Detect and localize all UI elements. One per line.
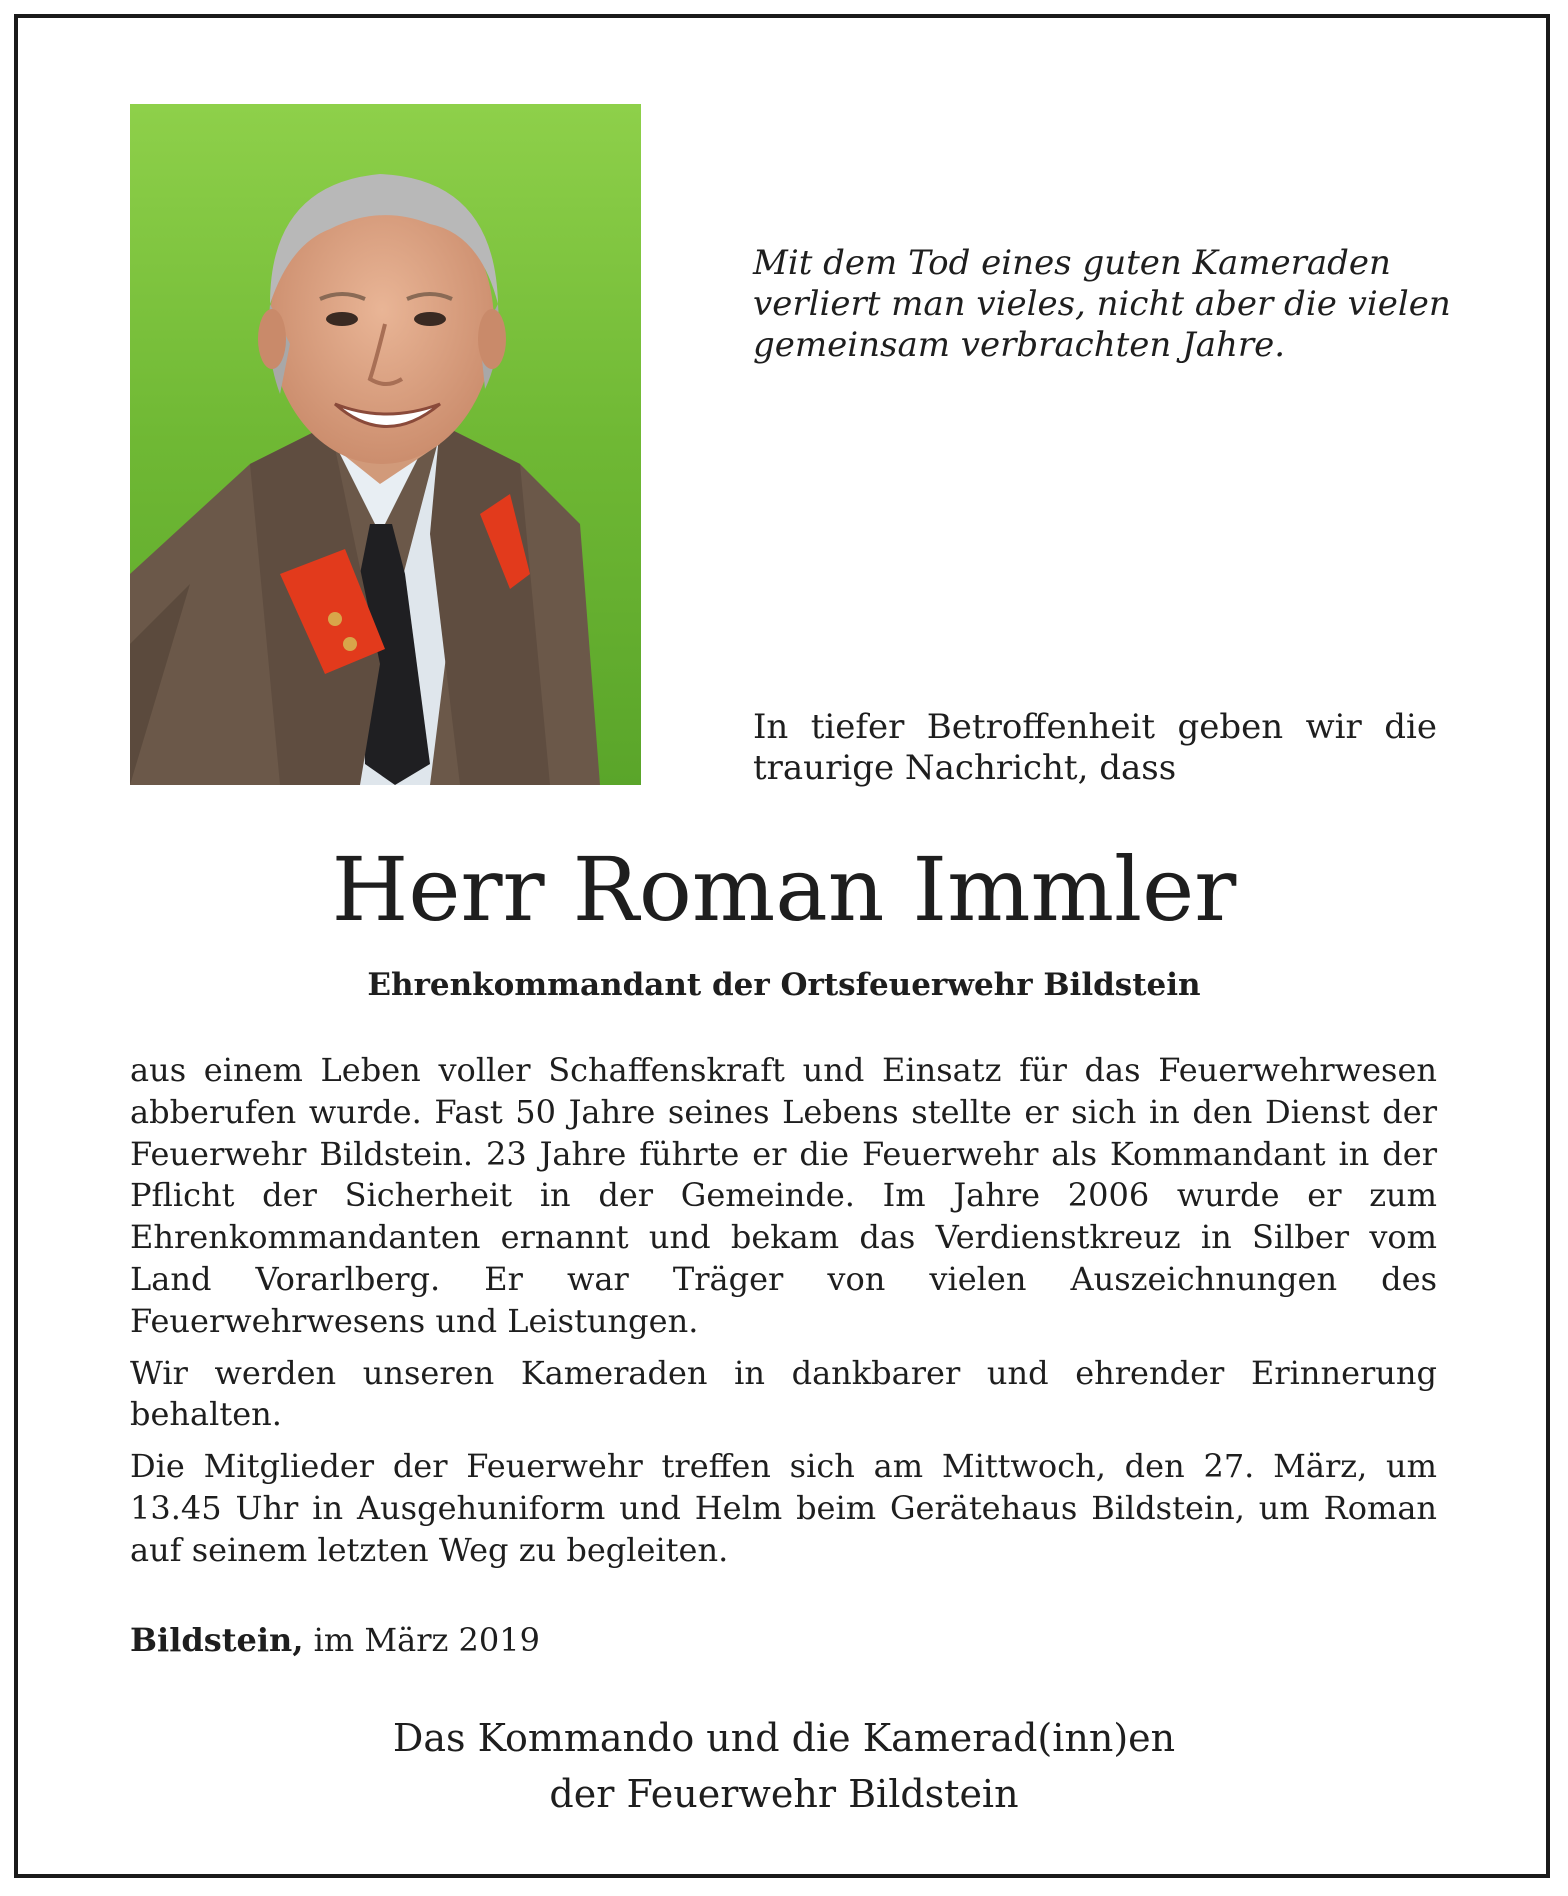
- deceased-title: Ehrenkommandant der Ortsfeuerwehr Bildstein: [367, 967, 1201, 1003]
- quote-line: Mit dem Tod eines guten Kameraden: [753, 243, 1391, 283]
- deceased-name: Herr Roman Immler: [331, 838, 1237, 941]
- announcement-intro: In tiefer Betroffenheit geben wir die traurige Nachricht, dass: [753, 707, 1437, 788]
- body-paragraph: aus einem Leben voller Schaffenskraft und Einsatz für das Feuerwehrwesen abberufen wurde. Fast 50 Jahre seines Lebens stellte er sich in den Dienst der Feuerwehr Bildstein. 23 Jahre führte er die Feuerwehr als Kommandant in der Pflicht der Sicherheit in der Gemeinde. Im Jahre 2006 wurde er zum Ehrenkommandanten ernannt und bekam das Verdienstkreuz in Silber vom Land Vorarlberg. Er war Träger von vielen Auszeichnungen des Feuerwehrwesens und Leistungen.: [130, 1051, 1437, 1340]
- portrait-photo: [130, 104, 641, 785]
- body-paragraph: Die Mitglieder der Feuerwehr treffen sich am Mittwoch, den 27. März, um 13.45 Uhr in Ausgehuniform und Helm beim Gerätehaus Bildstein, um Roman auf seinem letzten Weg zu begleiten.: [130, 1447, 1437, 1569]
- obituary-body: [130, 1050, 1437, 1582]
- quote-line: verliert man vieles, nicht aber die vielen: [753, 284, 1451, 324]
- signature: [0, 1710, 1568, 1822]
- signature-line: Das Kommando und die Kamerad(inn)en: [392, 1716, 1176, 1760]
- body-paragraph: Wir werden unseren Kameraden in dankbarer und ehrender Erinnerung behalten.: [130, 1353, 1437, 1434]
- place-date: [130, 1620, 540, 1660]
- place-town: Bildstein,: [130, 1621, 304, 1659]
- quote-line: gemeinsam verbrachten Jahre.: [753, 325, 1286, 365]
- portrait-illustration: [130, 104, 641, 785]
- place-date-text: im März 2019: [313, 1621, 540, 1659]
- signature-line: der Feuerwehr Bildstein: [549, 1772, 1019, 1816]
- memorial-quote: [753, 243, 1453, 366]
